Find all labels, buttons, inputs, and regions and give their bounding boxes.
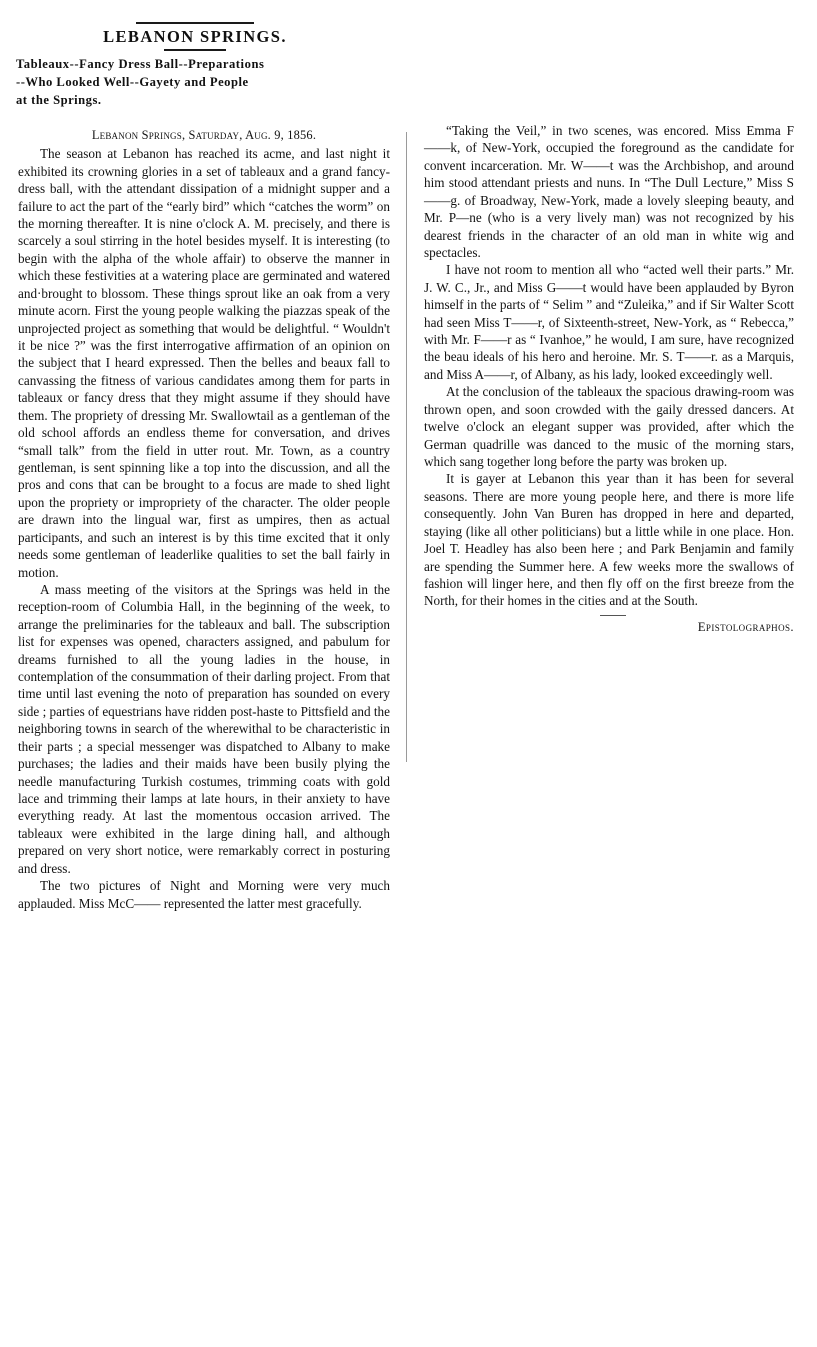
subheadline (16, 56, 388, 110)
masthead (0, 22, 390, 51)
dateline: Lebanon Springs, Saturday, Aug. 9, 1856. (91, 128, 317, 142)
top-rule (136, 22, 254, 24)
paragraph: The two pictures of Night and Morning were very much applauded. Miss McC—— represented the latter mest gracefully. (18, 878, 390, 911)
paragraph: The season at Lebanon has reached its acme, and last night it exhibited its crowning glories in a set of tableaux and a grand fancy-dress ball, with the attendant dissipation of a midnight supper and a failure to act the part of the “early bird” which “catches the worm” on the morning thereafter. It is nine o'clock A. M. precisely, and there is scarcely a soul stirring in the hotel besides myself. It is interesting (to begin with the alpha of the whole affair) to observe the manner in which these festivities at a watering place are germinated and watered and·brought to blossom. These things sprout like an oak from a very minute acorn. First the young people walking the piazzas speak of the unprojected project as something that would be delightful. “ Wouldn't it be nice ?” was the first interrogative affirmation of an opinion on the subject that I heard expressed. Then the belles and beaux fall to canvassing the fitness of various candidates among them for parts in tableaux or fancy dress that they might assume if they should have them. The propriety of dressing Mr. Swallowtail as a gentleman of the old school affords an endless theme for conversation, and drives “small talk” from the field in utter rout. Mr. Town, as a country gentleman, is sent spinning like a top into the discussion, and all the pros and cons that can be brought to a focus are made to shed light upon the propriety or impropriety of the character. The older people are drawn into the lingual war, first as umpires, then as actual participants, and such an interest is by this time excited that it only needs some gentleman of leaderlike qualities to set the ball fairly in motion. (18, 146, 390, 580)
paragraph: A mass meeting of the visitors at the Springs was held in the reception-room of Columbia Hall, in the beginning of the week, to arrange the preliminaries for the tableaux and ball. The subscription list for expenses was opened, characters assigned, and pabulum for dreams furnished to all the young ladies in the house, in contemplation of the consummation of their darling project. From that time until last evening the noto of preparation has sounded on every side ; parties of equestrians have ridden post-haste to Pittsfield and the neighboring towns in search of the wherewithal to be characteristic in their parts ; a special messenger was dispatched to Albany to make purchases; the ladies and their maids have been busily plying the needle manufacturing Turkish costumes, trimming coats with gold lace and trimming their lamps at late hours, in their anxiety to have everything ready. At last the momentous occasion arrived. The tableaux were exhibited in the large dining hall, and although prepared on very short notice, were remarkably correct in posturing and dress. (18, 581, 390, 876)
paragraph: At the conclusion of the tableaux the spacious drawing-room was thrown open, and soon crowded with the gaily dressed dancers. At twelve o'clock an elegant supper was provided, after which the German quadrille was danced to the music of the morning stars, which sang together long before the party was broken up. (424, 384, 794, 470)
newspaper-page (0, 22, 817, 1347)
right-column (424, 122, 794, 636)
paragraph: “Taking the Veil,” in two scenes, was encored. Miss Emma F——k, of New-York, occupied the foreground as the candidate for convent incarceration. Mr. W——t was the Archbishop, and around him stood attendant priests and nuns. In “The Dull Lecture,” Miss S——g. of Broadway, New-York, made a lovely sleeping beauty, and Mr. P—ne (who is a very lively man) was not recognized by his dearest friends in the character of an old man in white wig and spectacles. (424, 123, 794, 260)
subheadline-line-1: Tableaux--Fancy Dress Ball--Preparations (16, 57, 265, 72)
paragraph: It is gayer at Lebanon this year than it has been for several seasons. There are more young people here, and there is more life consequently. John Van Buren has dropped in here and departed, staying (like all other politicians) but a little while in one place. Hon. Joel T. Headley has also been here ; and Park Benjamin and family are spending the Summer here. A few weeks more the swallows of fashion will linger here, and then fly off on the first breeze from the North, for their homes in the cities and at the South. (424, 471, 794, 609)
page-title: LEBANON SPRINGS. (103, 27, 287, 46)
left-column (18, 127, 390, 912)
subheadline-line-3: at the Springs. (16, 92, 102, 107)
end-dash (600, 615, 626, 616)
title-underline-rule (164, 49, 226, 51)
subheadline-line-2: --Who Looked Well--Gayety and People (16, 75, 249, 90)
paragraph: I have not room to mention all who “acted well their parts.” Mr. J. W. C., Jr., and Miss G——t would have been applauded by Byron himself in the parts of “ Selim ” and “Zuleika,” and if Sir Walter Scott had seen Miss T——r, of Sixteenth-street, New-York, as “ Rebecca,” with Mr. F——r as “ Ivanhoe,” he would, I am sure, have recognized the beau ideals of his hero and heroine. Mr. S. T——r. as a Marquis, and Miss A——r, of Albany, as his lady, looked exceedingly well. (424, 262, 794, 382)
signature: Epistolographos. (697, 619, 794, 634)
column-divider (406, 132, 407, 762)
